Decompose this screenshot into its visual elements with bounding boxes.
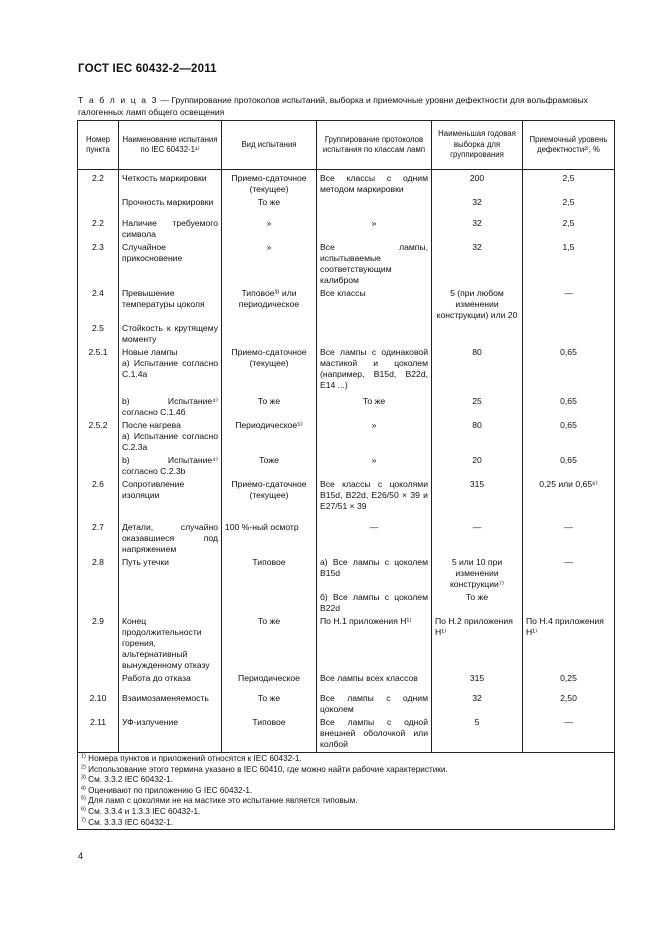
footnotes-row <box>78 753 615 830</box>
table-cell: 0,65 <box>523 346 615 395</box>
table-cell: Стойкость к крутящему моменту <box>119 322 222 346</box>
table-cell <box>119 591 222 615</box>
table-cell: б) Все лампы с цоколем В22d <box>317 591 432 615</box>
table-cell: Наличие требуемого символа <box>119 217 222 241</box>
table-cell: а) Все лампы с цоколем В15d <box>317 556 432 591</box>
table-cell: Приемо-сдаточное (текущее) <box>222 346 317 395</box>
footnote-text: Оценивают по приложению G IEC 60432-1. <box>88 785 253 795</box>
table-row <box>78 322 615 346</box>
table-row <box>78 419 615 454</box>
table-cell: УФ-излучение <box>119 716 222 753</box>
table-cell: Периодическое <box>222 672 317 692</box>
table-row <box>78 478 615 521</box>
table-row <box>78 287 615 322</box>
table-caption-text: — Группирование протоколов испытаний, выборка и приемочные уровни дефектности для вольфрамовых галогенных ламп общего освещения <box>78 95 588 117</box>
table-cell: — <box>523 556 615 591</box>
footnote-text: Использование этого термина указано в IEC 60410, где можно найти рабочие характеристики. <box>88 764 448 774</box>
table-cell: » <box>317 217 432 241</box>
table-cell <box>222 322 317 346</box>
table-cell: 1,5 <box>523 241 615 287</box>
footnote-text: См. 3.3.4 и 1.3.3 IEC 60432-1. <box>88 806 201 816</box>
footnotes <box>78 753 615 830</box>
table-cell: 2,5 <box>523 217 615 241</box>
document-header: ГОСТ IEC 60432-2—2011 <box>78 63 217 75</box>
footnote-mark: 6) <box>81 806 86 813</box>
table-cell: Все лампы с одной внешней оболочкой или колбой <box>317 716 432 753</box>
table-cell: 80 <box>432 419 523 454</box>
table-row <box>78 591 615 615</box>
table-cell: — <box>317 521 432 556</box>
table-cell: 80 <box>432 346 523 395</box>
table-cell: 2.2 <box>78 170 119 197</box>
footnote-mark: 3) <box>81 774 86 781</box>
table-cell <box>432 322 523 346</box>
table-cell: По Н.2 приложения Н¹⁾ <box>432 615 523 672</box>
table-cell: 2,5 <box>523 170 615 197</box>
table-cell: Прочность маркировки <box>119 196 222 217</box>
table-cell: Работа до отказа <box>119 672 222 692</box>
table-cell: 2,50 <box>523 692 615 716</box>
table-cell: Четкость маркировки <box>119 170 222 197</box>
table-cell: Периодическое⁵⁾ <box>222 419 317 454</box>
table-cell: — <box>432 521 523 556</box>
table-cell: Все классы с цоколями В15d, В22d, Е26/50 × 39 и Е27/51 × 39 <box>317 478 432 521</box>
table-cell: 2.11 <box>78 716 119 753</box>
table-header-row <box>78 121 615 170</box>
table-caption <box>78 94 618 118</box>
table-cell: 0,65 <box>523 419 615 454</box>
page-number: 4 <box>78 851 84 861</box>
table-row <box>78 217 615 241</box>
table-row <box>78 196 615 217</box>
table-cell: Типовое³⁾ или периодическое <box>222 287 317 322</box>
table-row <box>78 241 615 287</box>
table-cell <box>78 395 119 419</box>
table-cell: Все классы с одним методом маркировки <box>317 170 432 197</box>
table-cell: » <box>222 241 317 287</box>
footnote <box>81 754 611 765</box>
footnote-text: См. 3.3.2 IEC 60432-1. <box>88 775 173 785</box>
table-cell <box>78 672 119 692</box>
table-cell: 200 <box>432 170 523 197</box>
table-cell: По Н.4 приложения Н¹⁾ <box>523 615 615 672</box>
table-cell: b) Испытание⁴⁾ согласно С.2.3b <box>119 454 222 478</box>
table-cell: 0,25 или 0,65⁶⁾ <box>523 478 615 521</box>
footnote-text: См. 3.3.3 IEC 60432-1. <box>88 817 173 827</box>
table-row <box>78 346 615 395</box>
table-cell: 5 (при любом изменении конструкции) или 20 <box>432 287 523 322</box>
table-cell: То же <box>222 196 317 217</box>
table-row <box>78 615 615 672</box>
table-row <box>78 395 615 419</box>
table-cell: 2.7 <box>78 521 119 556</box>
table-cell: — <box>523 716 615 753</box>
footnote <box>81 796 611 807</box>
table-cell: 2.5 <box>78 322 119 346</box>
table-cell: 5 <box>432 716 523 753</box>
table-cell: 32 <box>432 241 523 287</box>
table-cell: b) Испытание⁴⁾ согласно С.1.4б <box>119 395 222 419</box>
table-row <box>78 692 615 716</box>
table-cell <box>317 322 432 346</box>
table-cell: Типовое <box>222 556 317 591</box>
table-cell: 2.6 <box>78 478 119 521</box>
table-row <box>78 716 615 753</box>
table-cell: После нагрева a) Испытание согласно С.2.3а <box>119 419 222 454</box>
table-cell: Все лампы всех классов <box>317 672 432 692</box>
table-cell: 0,65 <box>523 454 615 478</box>
table-cell: » <box>317 454 432 478</box>
table-cell <box>222 591 317 615</box>
table-cell: Приемо-сдаточное (текущее) <box>222 478 317 521</box>
table-cell: По Н.1 приложения Н¹⁾ <box>317 615 432 672</box>
col-header-test-name: Наименование испытания по IEC 60432-1¹⁾ <box>119 121 222 170</box>
table-cell: То же <box>317 395 432 419</box>
table-cell: » <box>222 217 317 241</box>
table-cell: 2.5.2 <box>78 419 119 454</box>
table-cell: 25 <box>432 395 523 419</box>
table-cell: Путь утечки <box>119 556 222 591</box>
table-cell: 0,65 <box>523 395 615 419</box>
table-cell <box>523 591 615 615</box>
table-cell: То же <box>222 615 317 672</box>
footnote-mark: 1) <box>81 753 86 760</box>
table-cell: 0,25 <box>523 672 615 692</box>
table-cell: 2.9 <box>78 615 119 672</box>
footnote <box>81 807 611 818</box>
table-cell: — <box>523 287 615 322</box>
table-cell: Тоже <box>222 454 317 478</box>
table-cell: » <box>317 419 432 454</box>
table-cell: 2.8 <box>78 556 119 591</box>
table-cell: 100 %-ный осмотр <box>222 521 317 556</box>
table-cell: 5 или 10 при изменении конструкции⁷⁾ <box>432 556 523 591</box>
table-cell: То же <box>222 692 317 716</box>
table-cell: Все лампы с одинаковой мастикой и цоколем (например, В15d, В22d, Е14 ...) <box>317 346 432 395</box>
table-cell <box>317 196 432 217</box>
footnote-text: Номера пунктов и приложений относятся к IEC 60432-1. <box>88 754 302 763</box>
table-cell: Случайное прикосновение <box>119 241 222 287</box>
table-cell: То же <box>222 395 317 419</box>
footnote <box>81 775 611 786</box>
table-cell: Конец продолжительности горения, альтернативный вынужденному отказу <box>119 615 222 672</box>
table-row <box>78 454 615 478</box>
col-header-grouping: Группирование протоколов испытания по классам ламп <box>317 121 432 170</box>
table-cell: Сопротивление изоляции <box>119 478 222 521</box>
table-cell: Новые лампы a) Испытание согласно С.1.4а <box>119 346 222 395</box>
table-cell: — <box>523 521 615 556</box>
table-cell: 2.5.1 <box>78 346 119 395</box>
table-cell: Все лампы, испытываемые соответствующим калибром <box>317 241 432 287</box>
col-header-number: Номер пункта <box>78 121 119 170</box>
table-caption-label: Т а б л и ц а 3 <box>78 95 158 105</box>
table-cell: 32 <box>432 692 523 716</box>
table-cell: Приемо-сдаточное (текущее) <box>222 170 317 197</box>
col-header-sample: Наименьшая годовая выборка для группирования <box>432 121 523 170</box>
footnote <box>81 765 611 776</box>
results-table <box>77 120 615 830</box>
footnote-mark: 7) <box>81 816 86 823</box>
table-cell: 2.3 <box>78 241 119 287</box>
table-cell: Все лампы с одним цоколем <box>317 692 432 716</box>
footnote-mark: 5) <box>81 795 86 802</box>
table-cell: 315 <box>432 672 523 692</box>
table-cell: Типовое <box>222 716 317 753</box>
footnote <box>81 786 611 797</box>
table-row <box>78 556 615 591</box>
table-body <box>78 170 615 753</box>
table-cell: 2.2 <box>78 217 119 241</box>
table-cell: 315 <box>432 478 523 521</box>
table-cell <box>523 322 615 346</box>
table-cell: Взаимозаменяемость <box>119 692 222 716</box>
table-cell: 2.4 <box>78 287 119 322</box>
table-cell <box>78 196 119 217</box>
table-cell: 32 <box>432 196 523 217</box>
footnote <box>81 818 611 829</box>
col-header-aql: Приемочный уровень дефектности²⁾, % <box>523 121 615 170</box>
table-row <box>78 170 615 197</box>
table-cell: Детали, случайно оказавшиеся под напряжением <box>119 521 222 556</box>
footnote-mark: 2) <box>81 763 86 770</box>
table-cell: 2.10 <box>78 692 119 716</box>
table-row <box>78 672 615 692</box>
table-cell <box>78 591 119 615</box>
table-cell: 2,5 <box>523 196 615 217</box>
table-row <box>78 521 615 556</box>
table-cell: Все классы <box>317 287 432 322</box>
col-header-test-type: Вид испытания <box>222 121 317 170</box>
footnote-text: Для ламп с цоколями не на мастике это испытание является типовым. <box>88 796 358 806</box>
table-cell <box>78 454 119 478</box>
table-cell: 32 <box>432 217 523 241</box>
table-cell: 20 <box>432 454 523 478</box>
footnote-mark: 4) <box>81 785 86 792</box>
table-cell: Превышение температуры цоколя <box>119 287 222 322</box>
table-cell: То же <box>432 591 523 615</box>
